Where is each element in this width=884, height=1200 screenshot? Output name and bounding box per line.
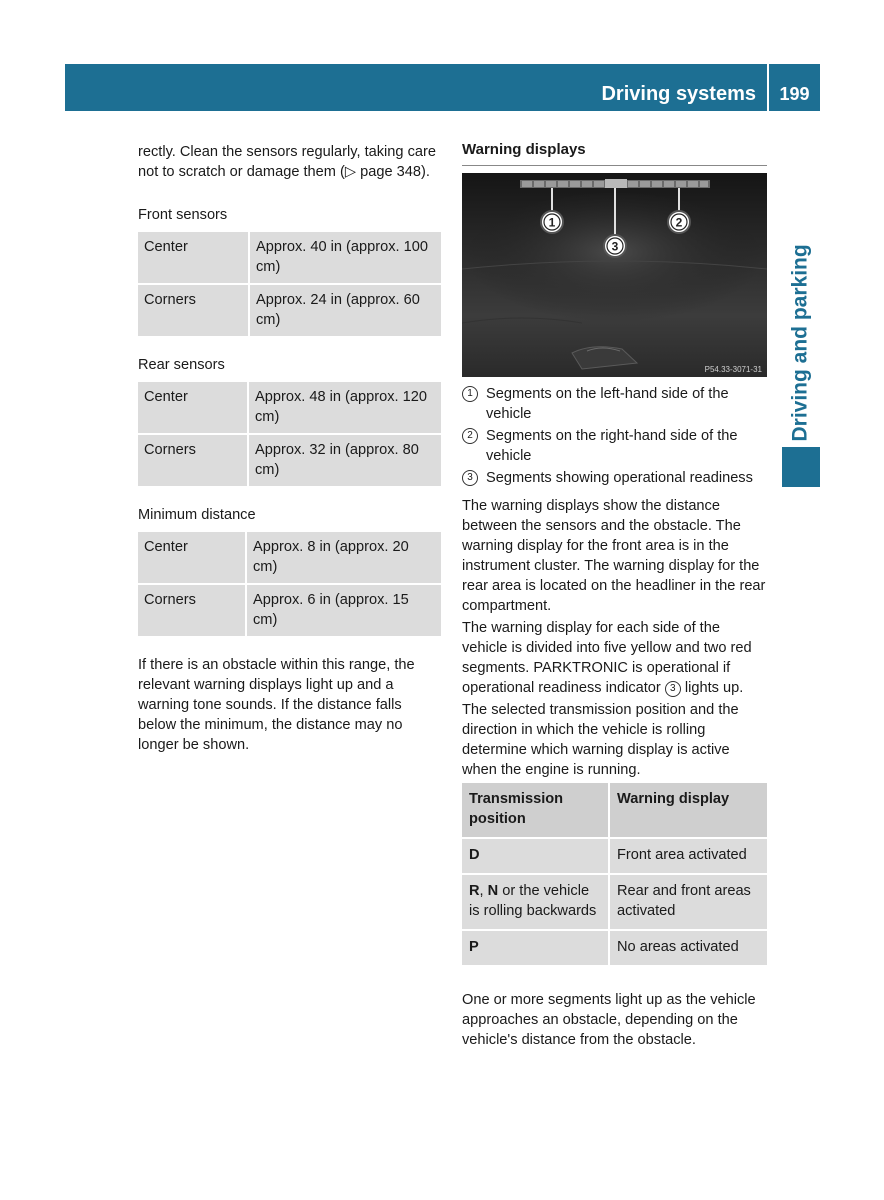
position-cell: Center xyxy=(138,232,249,284)
front-sensors-label: Front sensors xyxy=(138,207,228,223)
transmission-description: The selected transmission position and the direction in which the vehicle is rolling determine which warning display is active when the engine is running. xyxy=(462,702,739,778)
transmission-r: R xyxy=(469,883,480,899)
table-row xyxy=(138,532,441,584)
table-row xyxy=(138,434,441,487)
callout-2-number: 2 xyxy=(675,215,683,230)
display-cell: Rear and front areas activated xyxy=(609,874,767,930)
position-cell: Center xyxy=(138,382,248,434)
value-cell: Approx. 8 in (approx. 20 cm) xyxy=(246,532,441,584)
segment-bar xyxy=(520,179,710,188)
warning-display-image xyxy=(462,173,767,377)
value-cell: Approx. 32 in (approx. 80 cm) xyxy=(248,434,441,487)
value-cell: Approx. 24 in (approx. 60 cm) xyxy=(249,284,441,337)
legend-text: Segments on the right-hand side of the vehicle xyxy=(486,428,738,464)
warning-displays-description: The warning displays show the distance between the sensors and the obstacle. The warning display for the front area is in the instrument cluster. The warning display for the rear area is located on the headliner in the rear compartment. xyxy=(462,498,766,614)
legend-number: 3 xyxy=(462,470,478,486)
callout-2 xyxy=(668,211,690,233)
transmission-cell xyxy=(462,874,609,930)
transmission-rest: or the vehicle is rolling backwards xyxy=(469,883,597,919)
image-code: P54.33-3071-31 xyxy=(704,365,762,374)
readiness-indicator-ref: 3 xyxy=(665,681,681,697)
table-row xyxy=(138,382,441,434)
position-cell: Corners xyxy=(138,284,249,337)
legend-number: 1 xyxy=(462,386,478,402)
page-number: 199 xyxy=(779,84,810,104)
section-title: Driving systems xyxy=(601,83,756,105)
display-cell: No areas activated xyxy=(609,930,767,966)
obstacle-range-text: If there is an obstacle within this range, the relevant warning displays light up and a warning tone sounds. If the distance falls below the minimum, the distance may no longer be shown. xyxy=(138,657,415,753)
legend-item-2 xyxy=(462,426,767,466)
rear-sensors-label: Rear sensors xyxy=(138,357,225,373)
column-header-transmission: Transmission position xyxy=(462,783,609,838)
table-row xyxy=(462,874,767,930)
callout-1-number: 1 xyxy=(548,215,556,230)
callout-3-number: 3 xyxy=(611,239,619,254)
transmission-sep: , xyxy=(479,883,488,899)
segments-light-up-text: One or more segments light up as the vehicle approaches an obstacle, depending on the vehicle's distance from the obstacle. xyxy=(462,992,756,1048)
warning-displays-heading: Warning displays xyxy=(462,140,767,166)
legend-number: 2 xyxy=(462,428,478,444)
transmission-n: N xyxy=(487,883,499,899)
display-cell: Front area activated xyxy=(609,838,767,874)
table-header-row xyxy=(462,783,767,838)
table-row xyxy=(138,232,441,284)
warning-display-illustration xyxy=(462,173,767,377)
minimum-distance-table xyxy=(138,532,441,638)
table-row xyxy=(138,584,441,637)
transmission-table xyxy=(462,783,767,967)
legend-text: Segments showing operational readiness xyxy=(486,470,753,486)
value-cell: Approx. 48 in (approx. 120 cm) xyxy=(248,382,441,434)
chapter-side-tab xyxy=(780,237,820,442)
legend-item-1 xyxy=(462,384,767,424)
callout-3 xyxy=(604,235,626,257)
column-header-warning-display: Warning display xyxy=(609,783,767,838)
intro-text: rectly. Clean the sensors regularly, taking care not to scratch or damage them (▷ page 348). xyxy=(138,144,436,180)
value-cell: Approx. 40 in (approx. 100 cm) xyxy=(249,232,441,284)
front-sensors-table xyxy=(138,232,441,338)
minimum-distance-label: Minimum distance xyxy=(138,507,256,523)
chapter-label: Driving and parking xyxy=(788,244,812,442)
position-cell: Corners xyxy=(138,434,248,487)
position-cell: Center xyxy=(138,532,246,584)
legend-text: Segments on the left-hand side of the vehicle xyxy=(486,386,729,422)
legend-item-3 xyxy=(462,468,767,488)
segments-description xyxy=(462,618,767,698)
value-cell: Approx. 6 in (approx. 15 cm) xyxy=(246,584,441,637)
segments-text: The warning display for each side of the vehicle is divided into five yellow and two red segments. PARKTRONIC is operational if operational readiness indicator xyxy=(462,620,752,696)
transmission-cell: P xyxy=(462,930,609,966)
table-row xyxy=(462,930,767,966)
position-cell: Corners xyxy=(138,584,246,637)
segments-text-end: lights up. xyxy=(680,680,744,696)
table-row xyxy=(138,284,441,337)
table-row xyxy=(462,838,767,874)
callout-1 xyxy=(541,211,563,233)
chapter-marker xyxy=(782,447,820,487)
rear-sensors-table xyxy=(138,382,441,488)
transmission-cell: D xyxy=(462,838,609,874)
